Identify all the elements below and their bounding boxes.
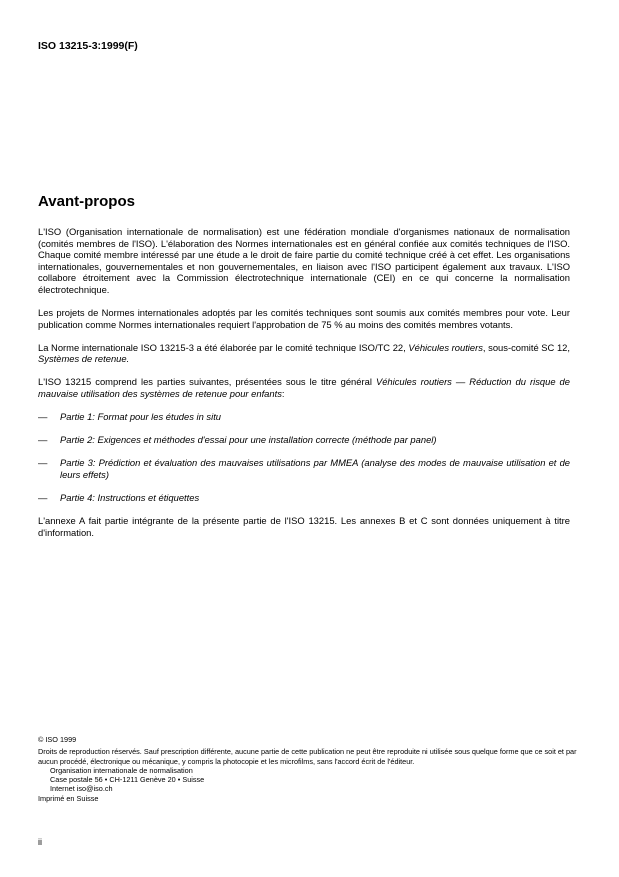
page-number: ii [38,837,42,847]
list-dash: — [38,434,48,446]
committee-title: Véhicules routiers [408,341,483,353]
org-address: Case postale 56 • CH-1211 Genève 20 • Suisse [50,775,205,785]
list-item-text: Partie 3: Prédiction et évaluation des mauvaises utilisations par MMEA (analyse des modes de mauvaise utilisation et de leurs effets) [60,457,570,480]
list-item-text: Partie 4: Instructions et étiquettes [60,492,200,503]
parts-intro-colon: : [281,388,285,400]
list-item-part-1 [38,411,570,423]
page-title: Avant-propos [38,193,135,210]
committee-text: La Norme internationale ISO 13215-3 a été élaborée par le comité technique ISO/TC 22, [38,341,409,353]
printed-in: Imprimé en Suisse [38,793,99,803]
subcommittee-title: Systèmes de retenue. [38,353,130,365]
general-title: Véhicules routiers — Réduction du risque de mauvaise utilisation des systèmes de retenue pour enfants [38,376,570,400]
list-item-part-3 [38,457,570,480]
list-item-text: Partie 1: Format pour les études in situ [60,411,222,423]
org-name: Organisation internationale de normalisation [50,765,193,775]
list-dash: — [38,411,48,423]
paragraph-committee [38,342,570,365]
list-item-part-4 [38,492,570,504]
paragraph-annexes: L'annexe A fait partie intégrante de la présente partie de l'ISO 13215. Les annexes B et C sont données uniquement à titre d'information. [38,515,570,538]
foreword-body [38,226,570,550]
org-internet: Internet iso@iso.ch [50,784,113,794]
paragraph-iso-intro: L'ISO (Organisation internationale de normalisation) est une fédération mondiale d'organismes nationaux de normalisation (comités membres de l'ISO). L'élaboration des Normes internationales est en général confiée aux comités techniques de l'ISO. Chaque comité membre intéressé par une étude a le droit de faire partie du comité technique créé à cet effet. Les organisations internationales, gouvernementales et non gouvernementales, en liaison avec l'ISO participent également aux travaux. L'ISO collabore étroitement avec la Commission électrotechnique internationale (CEI) en ce qui concerne la normalisation électrotechnique. [38,226,570,295]
rights-statement: Droits de reproduction réservés. Sauf prescription différente, aucune partie de cette publication ne peut être reproduite ni utilisée sous quelque forme que ce soit et par aucun procédé, électronique ou mécanique, y compris la photocopie et les microfilms, sans l'accord écrit de l'éditeur. [38,747,577,766]
paragraph-parts-intro [38,376,570,399]
list-item-text: Partie 2: Exigences et méthodes d'essai pour une installation correcte (méthode par panel) [60,434,437,446]
committee-text-2: , sous-comité SC 12, [482,341,570,353]
list-dash: — [38,457,48,469]
document-id: ISO 13215-3:1999(F) [38,40,138,52]
paragraph-voting: Les projets de Normes internationales adoptés par les comités techniques sont soumis aux comités membres pour vote. Leur publication comme Normes internationales requiert l'approbation de 75 % au moins des comités membres votants. [38,307,570,330]
copyright-notice: © ISO 1999 [38,735,77,744]
list-item-part-2 [38,434,570,446]
list-dash: — [38,492,48,503]
parts-intro-text: L'ISO 13215 comprend les parties suivantes, présentées sous le titre général [38,376,376,388]
copyright-footer [38,735,578,803]
